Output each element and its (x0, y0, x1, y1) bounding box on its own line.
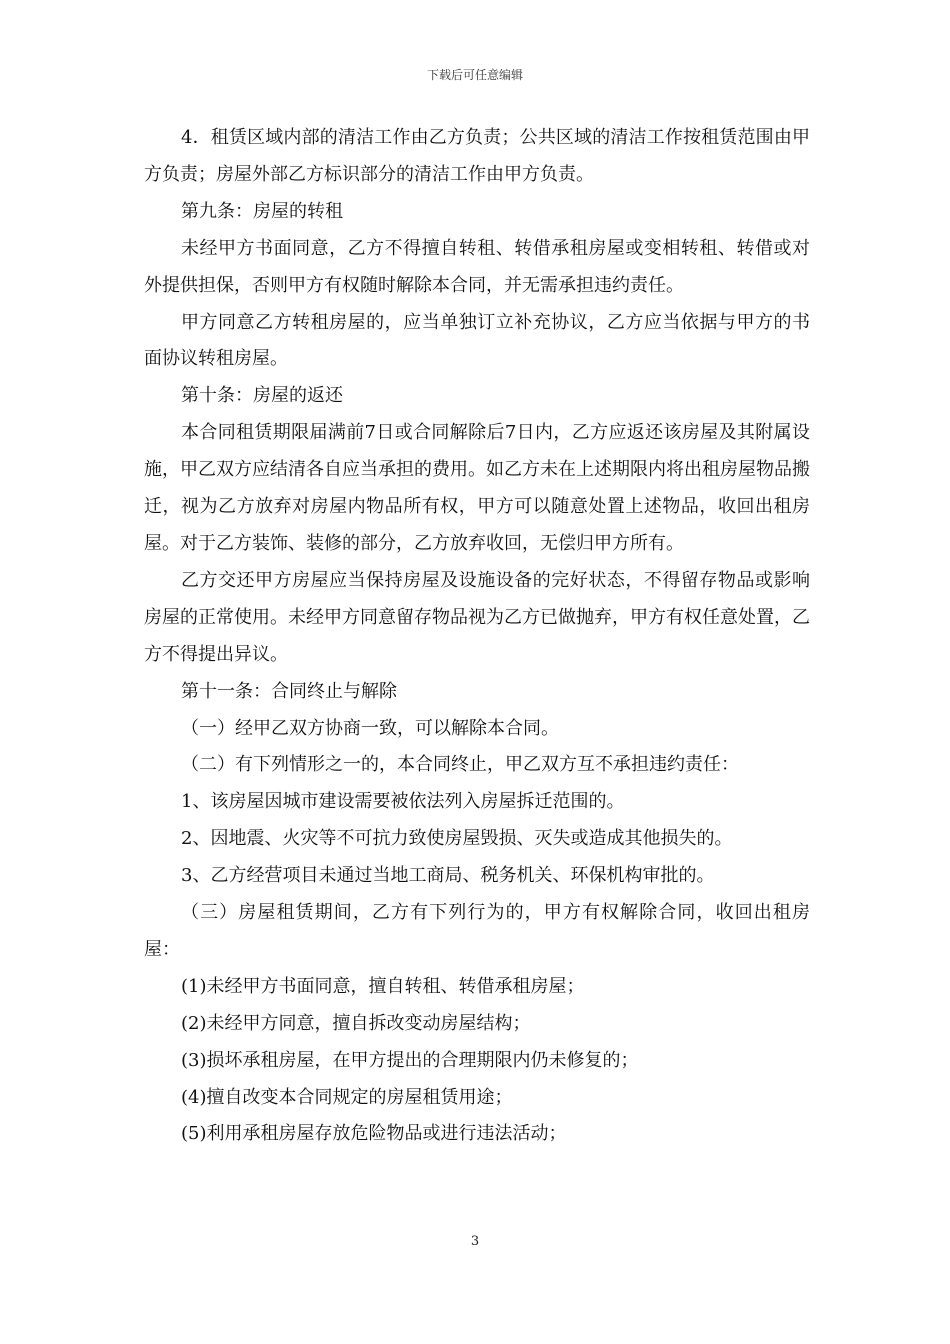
paragraph-cleaning: 4．租赁区域内部的清洁工作由乙方负责；公共区域的清洁工作按租赁范围由甲方负责；房屋外部乙方标识部分的清洁工作由甲方负责。 (144, 127, 810, 185)
list-item-termination-2-3: 3、乙方经营项目未通过当地工商局、税务机关、环保机构审批的。 (181, 865, 715, 887)
list-item-termination-3-3: (3)损坏承租房屋，在甲方提出的合理期限内仍未修复的； (181, 1049, 639, 1071)
paragraph-sublease-agreement: 甲方同意乙方转租房屋的，应当单独订立补充协议，乙方应当依据与甲方的书面协议转租房屋。 (144, 311, 810, 370)
page-header: 下载后可任意编辑 (426, 68, 523, 82)
clause-termination-3: （三）房屋租赁期间，乙方有下列行为的，甲方有权解除合同，收回出租房屋： (144, 902, 810, 960)
section-heading-article-11: 第十一条：合同终止与解除 (181, 680, 397, 702)
list-item-termination-3-1: (1)未经甲方书面同意，擅自转租、转借承租房屋； (181, 975, 585, 997)
list-item-termination-2-2: 2、因地震、火灾等不可抗力致使房屋毁损、灭失或造成其他损失的。 (181, 828, 733, 850)
paragraph-return-deadline: 本合同租赁期限届满前7日或合同解除后7日内，乙方应返还该房屋及其附属设施，甲乙双方应结清各自应当承担的费用。如乙方未在上述期限内将出租房屋物品搬迁，视为乙方放弃对房屋内物品所有权，甲方可以随意处置上述物品，收回出租房屋。对于乙方装饰、装修的部分，乙方放弃收回，无偿归甲方所有。 (144, 422, 810, 554)
clause-termination-1: （一）经甲乙双方协商一致，可以解除本合同。 (181, 717, 559, 739)
section-heading-article-10: 第十条：房屋的返还 (181, 385, 343, 407)
document-body (144, 120, 810, 1153)
list-item-termination-3-4: (4)擅自改变本合同规定的房屋租赁用途； (181, 1086, 513, 1108)
section-heading-article-9: 第九条：房屋的转租 (181, 200, 343, 222)
list-item-termination-2-1: 1、该房屋因城市建设需要被依法列入房屋拆迁范围的。 (181, 791, 625, 813)
paragraph-return-condition: 乙方交还甲方房屋应当保持房屋及设施设备的完好状态，不得留存物品或影响房屋的正常使用。未经甲方同意留存物品视为乙方已做抛弃，甲方有权任意处置，乙方不得提出异议。 (144, 569, 810, 665)
list-item-termination-3-2: (2)未经甲方同意，擅自拆改变动房屋结构； (181, 1012, 531, 1034)
page-number: 3 (470, 1234, 480, 1249)
paragraph-sublease-restriction: 未经甲方书面同意，乙方不得擅自转租、转借承租房屋或变相转租、转借或对外提供担保，否则甲方有权随时解除本合同，并无需承担违约责任。 (144, 237, 810, 296)
list-item-termination-3-5: (5)利用承租房屋存放危险物品或进行违法活动； (181, 1123, 567, 1145)
clause-termination-2: （二）有下列情形之一的，本合同终止，甲乙双方互不承担违约责任： (181, 754, 739, 776)
